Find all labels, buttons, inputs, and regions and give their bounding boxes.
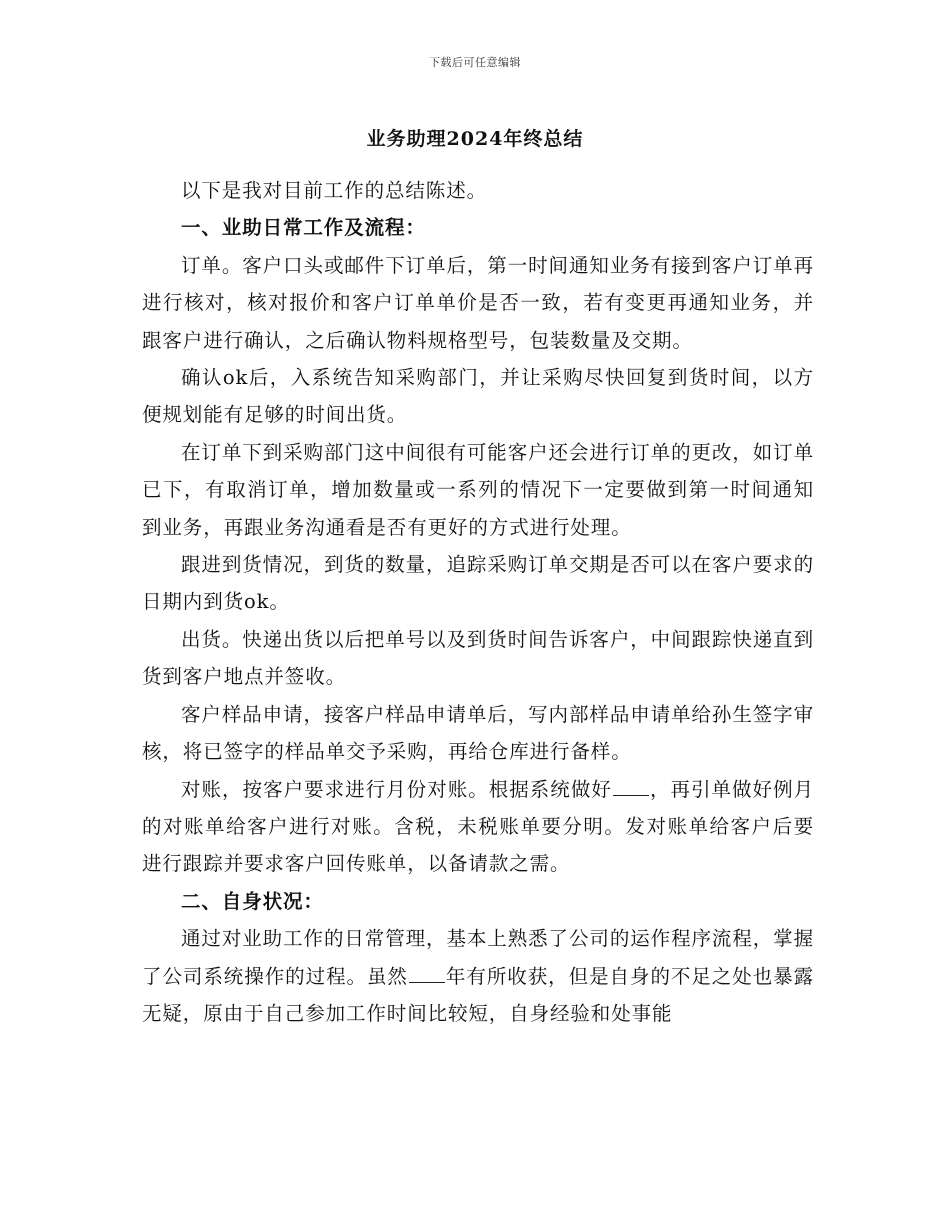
header-note: 下载后可任意编辑 bbox=[429, 56, 521, 69]
fill-in-blank bbox=[613, 779, 649, 796]
section-heading-1: 一、业助日常工作及流程： bbox=[181, 216, 426, 240]
reconciliation-text-start: 对账，按客户要求进行月份对账。根据系统做好 bbox=[181, 777, 612, 801]
reconciliation-text-end: ，再引单做好例月的对账单给客户进行对账。含税，未税账单要分明。发对账单给客户后要进行跟踪并要求客户回传账单，以备请款之需。 bbox=[142, 777, 814, 876]
paragraph-arrival-tracking: 跟进到货情况，到货的数量，追踪采购订单交期是否可以在客户要求的日期内到货ok。 bbox=[142, 553, 814, 614]
paragraph-reconciliation bbox=[142, 771, 814, 883]
paragraph-shipping: 出货。快递出货以后把单号以及到货时间告诉客户，中间跟踪快递直到货到客户地点并签收。 bbox=[142, 627, 814, 689]
self-status-text-start: 通过对业助工作的日常管理，基本上熟悉了公司的运作程序流程，掌握了公司系统操作的过程。虽然 bbox=[142, 927, 814, 988]
paragraph-orders: 订单。客户口头或邮件下订单后，第一时间通知业务有接到客户订单再进行核对，核对报价和客户订单单价是否一致，若有变更再通知业务，并跟客户进行确认，之后确认物料规格型号，包装数量及交期。 bbox=[142, 253, 814, 352]
paragraph-confirm: 确认ok后，入系统告知采购部门，并让采购尽快回复到货时间，以方便规划能有足够的时间出货。 bbox=[142, 366, 814, 427]
paragraph-samples: 客户样品申请，接客户样品申请单后，写内部样品申请单给孙生签字审核，将已签字的样品单交予采购，再给仓库进行备样。 bbox=[142, 702, 814, 764]
intro-paragraph: 以下是我对目前工作的总结陈述。 bbox=[181, 179, 488, 202]
paragraph-self-status bbox=[142, 920, 814, 1032]
document-title: 业务助理2024年终总结 bbox=[366, 128, 584, 150]
paragraph-order-changes: 在订单下到采购部门这中间很有可能客户还会进行订单的更改，如订单已下，有取消订单，增加数量或一系列的情况下一定要做到第一时间通知到业务，再跟业务沟通看是否有更好的方式进行处理。 bbox=[142, 440, 814, 539]
document-body bbox=[142, 172, 814, 1032]
section-heading-2: 二、自身状况： bbox=[181, 889, 324, 913]
self-status-text-end: 年有所收获，但是自身的不足之处也暴露无疑，原由于自己参加工作时间比较短，自身经验和处事能 bbox=[142, 964, 815, 1025]
fill-in-blank bbox=[409, 966, 445, 983]
